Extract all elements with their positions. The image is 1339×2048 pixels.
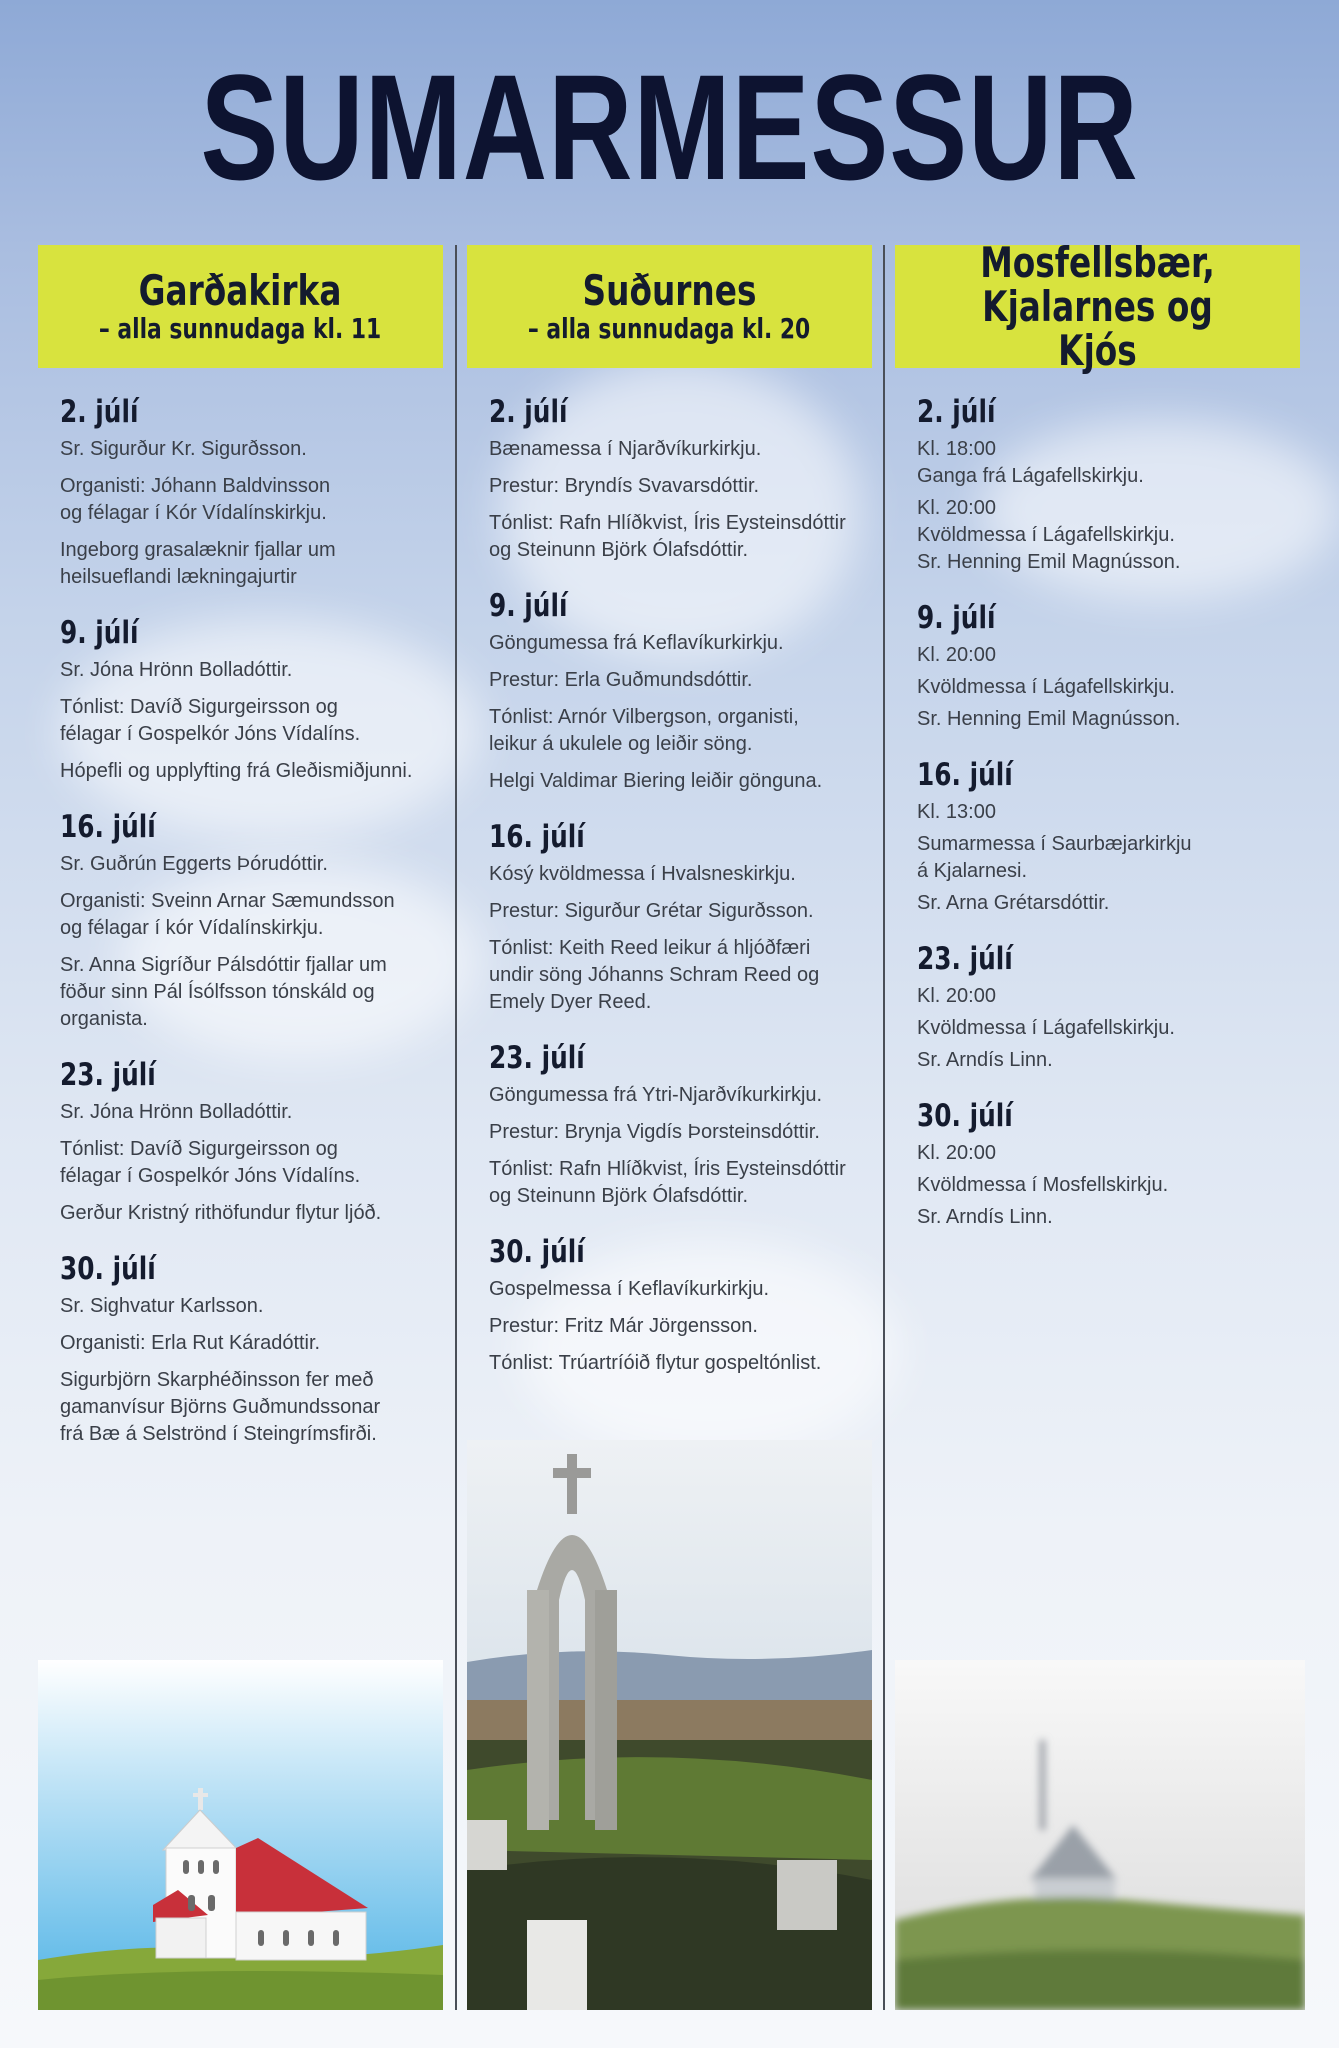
entry-line: Prestur: Sigurður Grétar Sigurðsson. xyxy=(489,900,814,922)
column-divider xyxy=(455,245,457,2010)
schedule-entry xyxy=(917,1098,1300,1231)
schedule-entry xyxy=(489,588,872,795)
entry-line: Kl. 20:00 Kvöldmessa í Lágafellskirkju. Sr. Henning Emil Magnússon. xyxy=(917,497,1181,573)
column-header xyxy=(895,237,1300,375)
entry-line: Sr. Arndís Linn. xyxy=(917,1049,1053,1071)
schedule-entry xyxy=(489,394,872,564)
cemetery-photo xyxy=(467,1440,872,2010)
entry-line: Kósý kvöldmessa í Hvalsneskirkju. xyxy=(489,863,796,885)
entry-date: 30. júlí xyxy=(60,1251,156,1287)
column-divider xyxy=(883,245,885,2010)
column-header xyxy=(38,245,443,368)
schedule-entry xyxy=(917,600,1300,733)
entry-line: Organisti: Sveinn Arnar Sæmundsson og félagar í kór Vídalínskirkju. xyxy=(60,890,395,939)
entry-date: 2. júlí xyxy=(917,394,996,430)
entry-line: Prestur: Bryndís Svavarsdóttir. xyxy=(489,475,760,497)
entry-date: 23. júlí xyxy=(489,1040,585,1076)
entry-line: Tónlist: Rafn Hlíðkvist, Íris Eysteinsdóttir og Steinunn Björk Ólafsdóttir. xyxy=(489,1158,846,1207)
column-title: Suðurnes xyxy=(582,265,757,315)
entry-line: Sr. Jóna Hrönn Bolladóttir. xyxy=(60,659,293,681)
schedule-entry xyxy=(489,1040,872,1210)
entry-date: 2. júlí xyxy=(489,394,568,430)
entry-line: Ingeborg grasalæknir fjallar um heilsueflandi lækningajurtir xyxy=(60,539,336,588)
entry-date: 23. júlí xyxy=(60,1057,156,1093)
column-sudurnes xyxy=(467,245,872,1401)
schedule-entry xyxy=(60,394,443,591)
schedule-entry xyxy=(60,615,443,785)
schedule-entry xyxy=(917,394,1300,576)
entry-line: Sumarmessa í Saurbæjarkirkju á Kjalarnesi. xyxy=(917,833,1192,882)
entry-line: Kvöldmessa í Lágafellskirkju. xyxy=(917,1017,1175,1039)
entry-date: 23. júlí xyxy=(917,941,1013,977)
entry-line: Göngumessa frá Ytri-Njarðvíkurkirkju. xyxy=(489,1084,823,1106)
column-gardakirka xyxy=(38,245,443,1472)
column-header xyxy=(467,245,872,368)
entry-line: Göngumessa frá Keflavíkurkirkju. xyxy=(489,632,784,654)
entry-line: Kvöldmessa í Mosfellskirkju. xyxy=(917,1174,1169,1196)
entry-date: 30. júlí xyxy=(489,1234,585,1270)
entry-line: Sr. Sigurður Kr. Sigurðsson. xyxy=(60,438,307,460)
entry-line: Gospelmessa í Keflavíkurkirkju. xyxy=(489,1278,770,1300)
entry-line: Tónlist: Rafn Hlíðkvist, Íris Eysteinsdóttir og Steinunn Björk Ólafsdóttir. xyxy=(489,512,846,561)
entry-line: Sr. Henning Emil Magnússon. xyxy=(917,708,1181,730)
entry-line: Sr. Sighvatur Karlsson. xyxy=(60,1295,264,1317)
entry-date: 9. júlí xyxy=(489,588,568,624)
schedule-entry xyxy=(917,941,1300,1074)
entry-line: Sr. Jóna Hrönn Bolladóttir. xyxy=(60,1101,293,1123)
entry-line: Sr. Guðrún Eggerts Þórudóttir. xyxy=(60,853,328,875)
entry-date: 16. júlí xyxy=(60,809,156,845)
entry-line: Tónlist: Trúartríóið flytur gospeltónlist. xyxy=(489,1352,822,1374)
entry-line: Helgi Valdimar Biering leiðir gönguna. xyxy=(489,770,823,792)
page-title: SUMARMESSUR xyxy=(200,43,1139,211)
entry-line: Kl. 20:00 xyxy=(917,985,996,1007)
entry-line: Sr. Arndís Linn. xyxy=(917,1206,1053,1228)
entry-line: Organisti: Jóhann Baldvinsson og félagar í Kór Vídalínskirkju. xyxy=(60,475,331,524)
entry-line: Tónlist: Davíð Sigurgeirsson og félagar í Gospelkór Jóns Vídalíns. xyxy=(60,1138,361,1187)
column-subtitle: – alla sunnudaga kl. 20 xyxy=(528,311,811,345)
blurred-church-photo xyxy=(895,1660,1305,2010)
schedule-entry xyxy=(60,1057,443,1227)
entry-line: Kl. 20:00 xyxy=(917,1142,996,1164)
entry-list xyxy=(38,368,443,1448)
entry-line: Bænamessa í Njarðvíkurkirkju. xyxy=(489,438,762,460)
column-subtitle: – alla sunnudaga kl. 11 xyxy=(99,311,382,345)
entry-line: Sr. Arna Grétarsdóttir. xyxy=(917,892,1110,914)
column-title: Mosfellsbær, Kjalarnes og Kjós xyxy=(980,237,1215,375)
schedule-entry xyxy=(60,1251,443,1448)
column-mosfellsbaer xyxy=(895,237,1300,1255)
entry-date: 16. júlí xyxy=(489,819,585,855)
church-photo xyxy=(38,1660,443,2010)
entry-line: Kl. 20:00 xyxy=(917,644,996,666)
entry-date: 30. júlí xyxy=(917,1098,1013,1134)
entry-line: Tónlist: Keith Reed leikur á hljóðfæri undir söng Jóhanns Schram Reed og Emely Dyer Reed. xyxy=(489,937,820,1013)
entry-date: 2. júlí xyxy=(60,394,139,430)
entry-date: 9. júlí xyxy=(917,600,996,636)
entry-list xyxy=(467,368,872,1377)
schedule-entry xyxy=(489,1234,872,1377)
entry-line: Kl. 13:00 xyxy=(917,801,996,823)
entry-line: Kvöldmessa í Lágafellskirkju. xyxy=(917,676,1175,698)
entry-line: Tónlist: Davíð Sigurgeirsson og félagar í Gospelkór Jóns Vídalíns. xyxy=(60,696,361,745)
entry-line: Prestur: Erla Guðmundsdóttir. xyxy=(489,669,753,691)
column-title: Garðakirka xyxy=(139,265,342,315)
entry-line: Sigurbjörn Skarphéðinsson fer með gamanvísur Björns Guðmundssonar frá Bæ á Selströnd í Steingrímsfirði. xyxy=(60,1369,381,1445)
entry-date: 16. júlí xyxy=(917,757,1013,793)
entry-line: Sr. Anna Sigríður Pálsdóttir fjallar um föður sinn Pál Ísólfsson tónskáld og organista. xyxy=(60,954,387,1030)
entry-list xyxy=(895,368,1300,1231)
entry-line: Gerður Kristný rithöfundur flytur ljóð. xyxy=(60,1202,382,1224)
entry-line: Prestur: Fritz Már Jörgensson. xyxy=(489,1315,758,1337)
schedule-entry xyxy=(489,819,872,1016)
entry-date: 9. júlí xyxy=(60,615,139,651)
entry-line: Tónlist: Arnór Vilbergson, organisti, leikur á ukulele og leiðir söng. xyxy=(489,706,799,755)
entry-line: Kl. 18:00 Ganga frá Lágafellskirkju. xyxy=(917,438,1144,487)
schedule-entry xyxy=(917,757,1300,917)
entry-line: Organisti: Erla Rut Káradóttir. xyxy=(60,1332,321,1354)
schedule-entry xyxy=(60,809,443,1033)
entry-line: Prestur: Brynja Vigdís Þorsteinsdóttir. xyxy=(489,1121,820,1143)
entry-line: Hópefli og upplyfting frá Gleðismiðjunni. xyxy=(60,760,413,782)
